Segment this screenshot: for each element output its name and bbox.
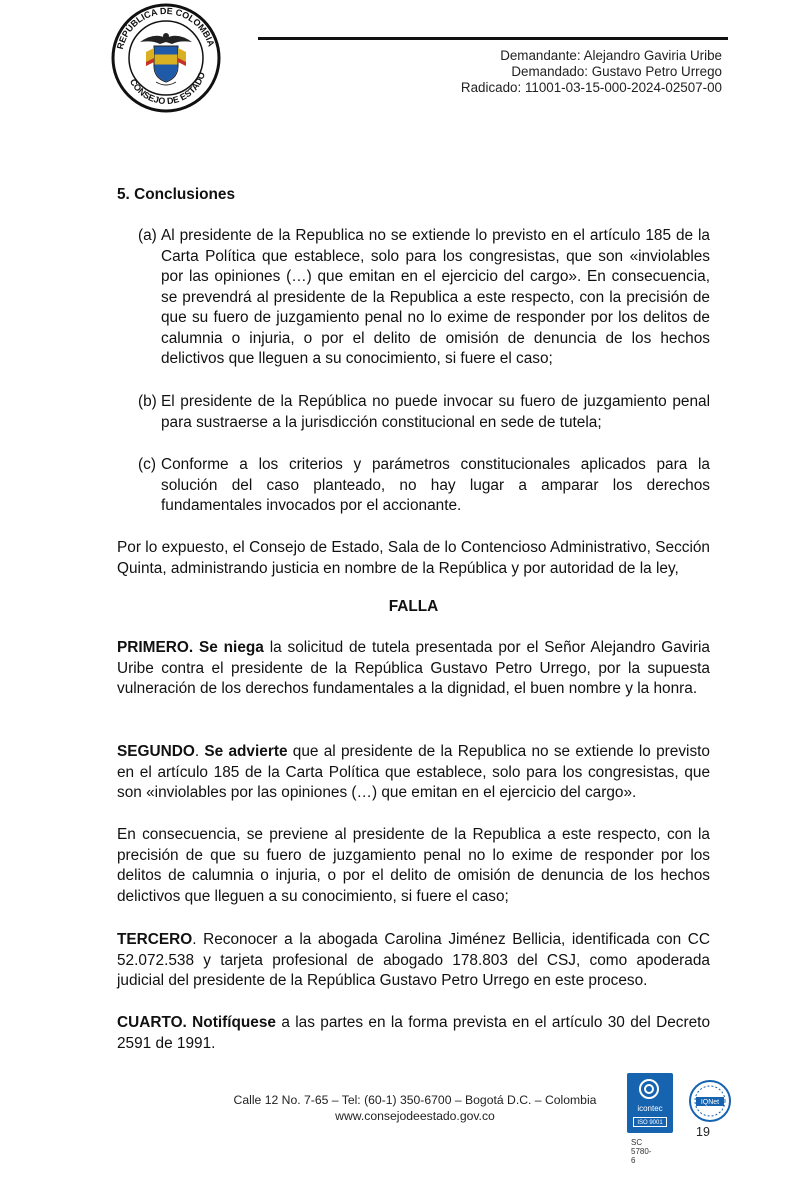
conclusion-item-a xyxy=(138,226,710,370)
falla-title: FALLA xyxy=(388,598,439,615)
header-rule xyxy=(258,37,728,40)
footer-address: Calle 12 No. 7-65 – Tel: (60-1) 350-6700 – Bogotá D.C. – Colombia xyxy=(233,1093,597,1107)
consejo-de-estado-seal xyxy=(110,2,222,114)
conclusion-item-b xyxy=(138,392,710,433)
svg-text:REPÚBLICA DE COLOMBIA: REPÚBLICA DE COLOMBIA xyxy=(114,5,217,51)
demandante-line: Demandante: Alejandro Gaviria Uribe xyxy=(500,48,722,63)
resolution-segundo-sep: . xyxy=(194,743,205,760)
conclusion-item-c xyxy=(138,455,710,517)
resolution-cuarto-lead: CUARTO. Notifíquese xyxy=(117,1014,276,1031)
resolution-segundo-verb: Se advierte xyxy=(204,743,288,760)
svg-text:CONSEJO DE ESTADO: CONSEJO DE ESTADO xyxy=(127,70,207,107)
item-label: (b) xyxy=(138,393,157,410)
iqnet-logo xyxy=(688,1079,732,1123)
item-label: (a) xyxy=(138,227,157,244)
icontec-label: icontec xyxy=(637,1104,663,1113)
section-heading: 5. Conclusiones xyxy=(117,186,236,203)
icontec-logo xyxy=(627,1073,673,1133)
resolution-cuarto-text: a las partes en la forma prevista en el artículo 30 del Decreto 2591 de 1991. xyxy=(117,1014,710,1052)
resolution-segundo-lead: SEGUNDO xyxy=(117,743,195,760)
resolution-segundo-text: que al presidente de la Republica no se extiende lo previsto en el artículo 185 de la Carta Política que establece, solo para los congresistas, que son «inviolables por las opiniones (…) que emitan en el ejercicio del cargo». xyxy=(117,743,710,801)
item-text: Al presidente de la Republica no se extiende lo previsto en el artículo 185 de la Carta Política que establece, solo para los congresistas, que son «inviolables por las opiniones (…) que emitan en el ejercicio del cargo». En consecuencia, se prevendrá al presidente de la Republica a este respecto, con la precisión de que su fuero de juzgamiento penal no lo exime de responder por los delitos de calumnia o injuria, o por el delito de omisión de denuncia de los hechos delictivos que lleguen a su conocimiento, si fuere el caso; xyxy=(161,227,710,367)
page-number: 19 xyxy=(696,1125,710,1139)
resolution-tercero xyxy=(117,930,710,992)
item-text: El presidente de la República no puede invocar su fuero de juzgamiento penal para sustraerse a la jurisdicción constitucional en sede de tutela; xyxy=(161,393,710,431)
resolution-primero-text: la solicitud de tutela presentada por el Señor Alejandro Gaviria Uribe contra el presidente de la República Gustavo Petro Urrego, por la supuesta vulneración de los derechos fundamentales a la dignidad, el buen nombre y la honra. xyxy=(117,639,710,697)
resolution-cuarto xyxy=(117,1013,710,1054)
item-label: (c) xyxy=(138,456,156,473)
footer-website[interactable]: www.consejodeestado.gov.co xyxy=(335,1109,495,1123)
intro-paragraph: Por lo expuesto, el Consejo de Estado, Sala de lo Contencioso Administrativo, Sección Quinta, administrando justicia en nombre de la República y por autoridad de la ley, xyxy=(117,539,710,577)
item-text: Conforme a los criterios y parámetros constitucionales aplicados para la solución del caso planteado, no hay lugar a amparar los derechos fundamentales invocados por el accionante. xyxy=(161,456,710,514)
resolution-tercero-lead: TERCERO xyxy=(117,931,193,948)
resolution-primero xyxy=(117,638,710,700)
iqnet-label: IQNet xyxy=(700,1099,720,1106)
demandado-line: Demandado: Gustavo Petro Urrego xyxy=(511,64,722,79)
iso-label: ISO 9001 xyxy=(633,1117,667,1127)
resolution-segundo xyxy=(117,742,710,804)
resolution-primero-lead: PRIMERO. Se niega xyxy=(117,639,264,656)
resolution-tercero-text: . Reconocer a la abogada Carolina Jiménez Bellicia, identificada con CC 52.072.538 y tarjeta profesional de abogado 178.803 del CSJ, como apoderada judicial del presidente de la República Gustavo Petro Urrego en este proceso. xyxy=(117,931,710,989)
consecuencia-paragraph: En consecuencia, se previene al presidente de la Republica a este respecto, con la precisión de que su fuero de juzgamiento penal no lo exime de responder por los delitos de calumnia o injuria, o por el delito de omisión de denuncia de los hechos delictivos que lleguen a su conocimiento, si fuere el caso; xyxy=(117,826,710,905)
radicado-line: Radicado: 11001-03-15-000-2024-02507-00 xyxy=(460,80,722,95)
certificate-code: SC 5780-6 xyxy=(631,1138,652,1165)
